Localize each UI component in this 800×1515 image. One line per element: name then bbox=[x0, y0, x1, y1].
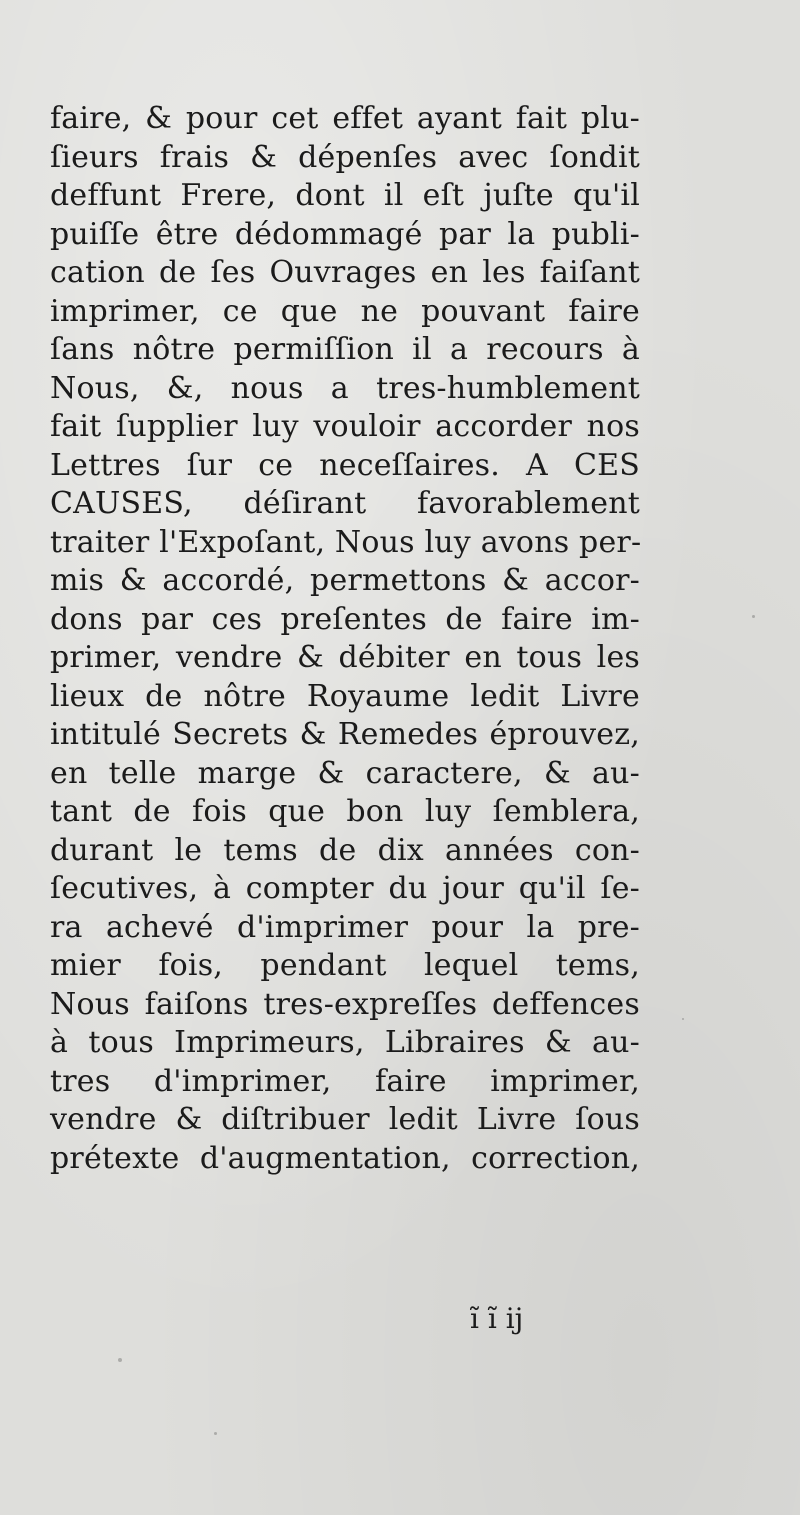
text-line: fait ſupplier luy vouloir accorder nos bbox=[50, 409, 640, 444]
text-line: mis & accordé, permettons & accor- bbox=[50, 563, 640, 598]
text-line: durant le tems de dix années con- bbox=[50, 832, 640, 868]
text-line: Nous faiſons tres-expreſſes deffences bbox=[50, 986, 640, 1022]
paper-speck bbox=[214, 1432, 217, 1435]
text-line: ra achevé d'imprimer pour la pre- bbox=[50, 909, 640, 945]
page-signature-mark: ĩ ĩ ij bbox=[470, 1302, 524, 1335]
text-line: deffunt Frere, dont il eſt juſte qu'il bbox=[50, 178, 640, 213]
text-line: tant de fois que bon luy ſemblera, bbox=[50, 794, 640, 829]
paper-speck bbox=[682, 1018, 684, 1020]
text-line: imprimer, ce que ne pouvant faire bbox=[50, 293, 640, 329]
paper-speck bbox=[752, 615, 755, 618]
text-line: faire, & pour cet effet ayant fait plu- bbox=[50, 101, 640, 136]
text-line: cation de ſes Ouvrages en les faiſant bbox=[50, 255, 640, 290]
text-line: traiter l'Expoſant, Nous luy avons per- bbox=[50, 524, 642, 560]
text-line: tres d'imprimer, faire imprimer, bbox=[50, 1063, 640, 1099]
text-line: primer, vendre & débiter en tous les bbox=[50, 640, 640, 675]
text-line: CAUSES, déſirant favorablement bbox=[50, 486, 640, 521]
text-line: Lettres ſur ce neceſſaires. A CES bbox=[50, 447, 640, 483]
text-line: prétexte d'augmentation, correction, bbox=[50, 1140, 640, 1176]
page-text bbox=[50, 100, 640, 1178]
text-line: intitulé Secrets & Remedes éprouvez, bbox=[50, 717, 640, 752]
text-line: ſecutives, à compter du jour qu'il ſe- bbox=[50, 871, 640, 906]
text-line: vendre & diſtribuer ledit Livre ſous bbox=[50, 1102, 640, 1137]
text-line: dons par ces preſentes de faire im- bbox=[50, 601, 640, 637]
text-line: puiſſe être dédommagé par la publi- bbox=[50, 216, 640, 252]
text-line: en telle marge & caractere, & au- bbox=[50, 755, 640, 791]
paper-speck bbox=[118, 1358, 122, 1362]
text-line: mier fois, pendant lequel tems, bbox=[50, 948, 640, 983]
text-line: ſieurs frais & dépenſes avec ſondit bbox=[50, 139, 640, 175]
text-line: ſans nôtre permiſſion il a recours à bbox=[50, 332, 640, 367]
text-line: Nous, &, nous a tres-humblement bbox=[50, 370, 640, 406]
text-line: lieux de nôtre Royaume ledit Livre bbox=[50, 678, 640, 714]
text-line: à tous Imprimeurs, Libraires & au- bbox=[50, 1025, 640, 1060]
